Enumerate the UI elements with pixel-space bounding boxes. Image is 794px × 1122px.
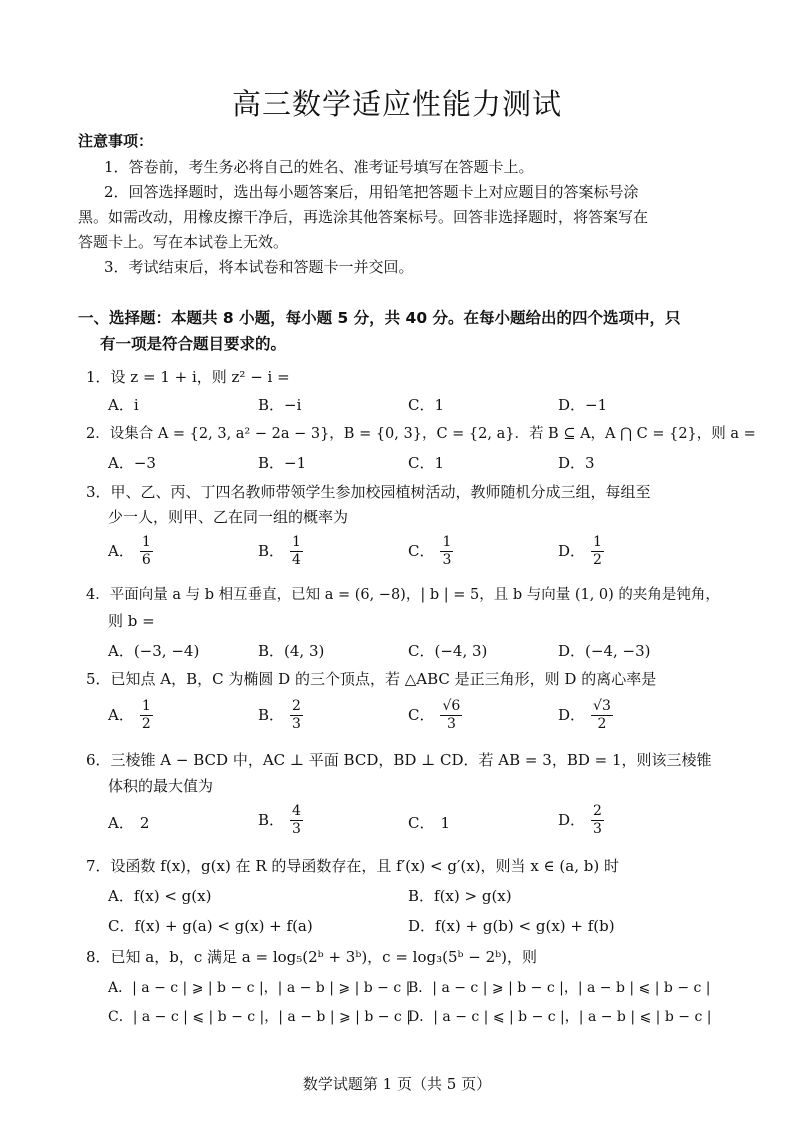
section-heading [78, 305, 718, 357]
question-6-option-a: A． 2 [108, 814, 150, 832]
question-1-option-a: A．i [108, 396, 139, 414]
question-7-option-b: B．f(x) > g(x) [408, 887, 512, 905]
notice-item-2-line-1: 2．回答选择题时，选出每小题答案后，用铅笔把答题卡上对应题目的答案标号涂 [104, 183, 639, 201]
question-3-option-d: D． $\frac{1}{2}$ [558, 534, 602, 568]
notice-item-3: 3．考试结束后，将本试卷和答题卡一并交回。 [104, 258, 414, 276]
question-5-stem: 5．已知点 A，B，C 为椭圆 D 的三个顶点，若 △ABC 是正三角形，则 D 的离心率是 [86, 670, 657, 688]
question-4-stem-continued: 则 b = [108, 612, 155, 630]
question-8-option-c: C．| a − c | ⩽ | b − c |，| a − b | ⩾ | b − c | [108, 1009, 411, 1025]
notice-item-1: 1．答卷前，考生务必将自己的姓名、准考证号填写在答题卡上。 [104, 158, 534, 176]
question-1-option-b: B．−i [258, 396, 302, 414]
question-3-stem: 3．甲、乙、丙、丁四名教师带领学生参加校园植树活动，教师随机分成三组，每组至 [86, 483, 651, 501]
question-4-option-c: C．(−4, 3) [408, 642, 488, 660]
question-2-option-b: B．−1 [258, 454, 307, 472]
question-7-stem: 7．设函数 f(x)，g(x) 在 R 的导函数存在，且 f′(x) < g′(x)，则当 x ∈ (a, b) 时 [86, 857, 619, 875]
question-4-option-a: A．(−3, −4) [108, 642, 200, 660]
page-footer: 数学试题第 1 页（共 5 页） [302, 1075, 492, 1093]
question-3-option-a: A． $\frac{1}{6}$ [108, 534, 151, 568]
section-heading-line-2: 有一项是符合题目要求的。 [100, 335, 287, 353]
question-2-option-c: C．1 [408, 454, 445, 472]
question-4-stem: 4．平面向量 a 与 b 相互垂直，已知 a = (6, −8)，| b | = 5，且 b 与向量 (1, 0) 的夹角是钝角， [86, 587, 720, 603]
question-1-option-d: D．−1 [558, 396, 608, 414]
question-8-stem: 8．已知 a，b，c 满足 a = log₅(2ᵇ + 3ᵇ)，c = log₃(5ᵇ − 2ᵇ)，则 [86, 948, 538, 966]
question-2-stem: 2．设集合 A = {2, 3, a² − 2a − 3}，B = {0, 3}，C = {2, a}．若 B ⊆ A，A ⋂ C = {2}，则 a = [86, 426, 756, 442]
page-title: 高三数学适应性能力测试 [231, 87, 562, 121]
question-2-option-a: A．−3 [108, 454, 156, 472]
question-5-option-a: A． $\frac{1}{2}$ [108, 698, 151, 732]
question-1-stem: 1．设 z = 1 + i，则 z² − i = [86, 368, 290, 386]
question-6-option-d: D． $\frac{2}{3}$ [558, 803, 602, 837]
question-7-option-d: D．f(x) + g(b) < g(x) + f(b) [408, 917, 615, 935]
question-1-option-c: C．1 [408, 396, 445, 414]
question-2-option-d: D．3 [558, 454, 595, 472]
question-8-option-d: D．| a − c | ⩽ | b − c |，| a − b | ⩽ | b − c | [408, 1009, 712, 1025]
question-5-option-b: B． $\frac{2}{3}$ [258, 698, 301, 732]
question-8-option-b: B．| a − c | ⩾ | b − c |，| a − b | ⩽ | b − c | [408, 980, 711, 996]
question-4-option-d: D．(−4, −3) [558, 642, 651, 660]
question-3-option-c: C． $\frac{1}{3}$ [408, 534, 452, 568]
notice-item-2-line-2: 黑。如需改动，用橡皮擦干净后，再选涂其他答案标号。回答非选择题时，将答案写在 [78, 208, 649, 226]
question-8-option-a: A．| a − c | ⩾ | b − c |，| a − b | ⩾ | b − c | [108, 980, 411, 996]
question-3-option-b: B． $\frac{1}{4}$ [258, 534, 301, 568]
question-5-option-d: D． $\frac{√3}{2}$ [558, 698, 611, 732]
question-7-option-a: A．f(x) < g(x) [108, 887, 212, 905]
notice-item-2-line-3: 答题卡上。写在本试卷上无效。 [78, 233, 289, 251]
question-7-option-c: C．f(x) + g(a) < g(x) + f(a) [108, 917, 313, 935]
question-6-stem-continued: 体积的最大值为 [108, 777, 214, 795]
question-6-option-c: C． 1 [408, 814, 451, 832]
question-6-stem: 6．三棱锥 A − BCD 中，AC ⊥ 平面 BCD，BD ⊥ CD．若 AB = 3，BD = 1，则该三棱锥 [86, 751, 712, 769]
question-5-option-c: C． $\frac{√6}{3}$ [408, 698, 461, 732]
notice-heading: 注意事项： [78, 132, 154, 150]
question-4-option-b: B．(4, 3) [258, 642, 325, 660]
question-6-option-b: B． $\frac{4}{3}$ [258, 803, 301, 837]
section-heading-line-1: 一、选择题：本题共 8 小题，每小题 5 分，共 40 分。在每小题给出的四个选项中，只 [78, 309, 681, 327]
question-3-stem-continued: 少一人，则甲、乙在同一组的概率为 [108, 508, 349, 526]
